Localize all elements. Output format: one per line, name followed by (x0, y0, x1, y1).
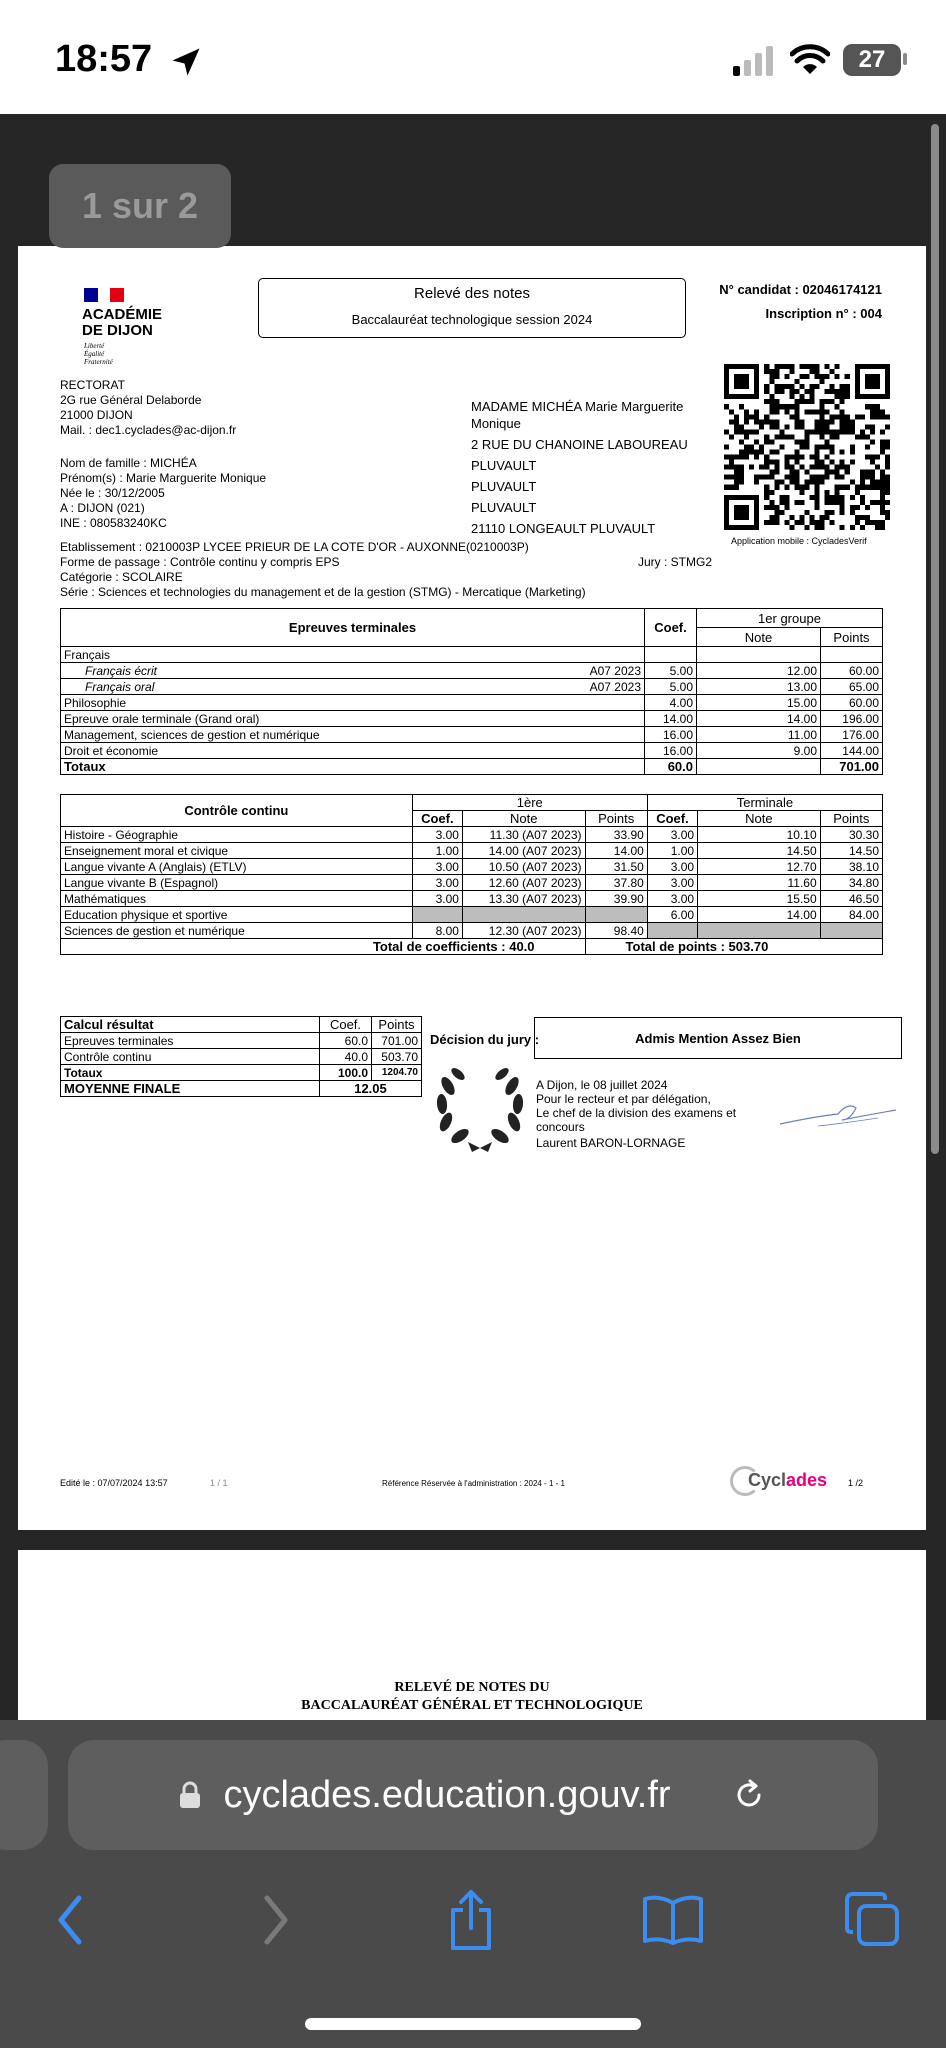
continuous-row: Langue vivante B (Espagnol) 3.00 12.60 (A07 2023) 37.80 3.00 11.60 34.80 (61, 875, 883, 891)
chevron-right-icon (255, 1892, 295, 1948)
terminal-row: Philosophie 4.00 15.00 60.00 (61, 695, 883, 711)
sender-address: RECTORAT 2G rue Général Delaborde 21000 DIJON Mail. : dec1.cyclades@ac-dijon.fr (60, 378, 237, 437)
terminal-row: Epreuve orale terminale (Grand oral) 14.00 14.00 196.00 (61, 711, 883, 727)
home-indicator (305, 2018, 641, 2030)
cyclades-brand: Cyclades (748, 1470, 828, 1490)
footer-page: 1 /2 (848, 1478, 864, 1488)
bookmarks-button[interactable] (638, 1885, 708, 1955)
footer-reference: Référence Réservée à l'administration : 2024 - 1 - 1 (382, 1479, 565, 1488)
exam-info: Etablissement : 0210003P LYCEE PRIEUR DE LA COTE D'OR - AUXONNE(0210003P) Forme de passage : Contrôle continu y compris EPS Catégorie : SCOLAIRE Série : Sciences et technologies du management et de la gestion (STMG) - Mercatique (Marketing) (60, 540, 586, 599)
page2-title-line1: RELEVÉ DE NOTES DU (394, 1680, 550, 1695)
battery-level: 27 (858, 46, 886, 73)
inscription-number: Inscription n° : 004 (765, 306, 882, 321)
footer-edit-date: Edité le : 07/07/2024 13:57 (60, 1478, 168, 1488)
chevron-left-icon (51, 1892, 91, 1948)
terminal-exams-table: Epreuves terminales Coef. 1er groupe Note Points Français Français écrit A07 2023 5.00 12.00 60.00 Français oral A07 2023 5.00 13.00 65.00 Philosophie 4.00 15.00 60.00 Epreuve orale terminale (Grand oral) 14.00 14.00 196.00 Management, sciences de gestion et numérique 16.00 11.00 176.00 Droit et économie 16.00 9.00 144.00 Totaux 60.0 701.00 (60, 608, 883, 775)
url-text: cyclades.education.gouv.fr (223, 1773, 671, 1816)
document-page-2 (18, 1550, 926, 1720)
terminal-row: Français oral A07 2023 5.00 13.00 65.00 (61, 679, 883, 695)
battery-tip (903, 53, 907, 65)
continuous-row: Education physique et sportive 6.00 14.00 84.00 (61, 907, 883, 923)
jury-decision-label: Décision du jury : (430, 1032, 540, 1047)
recipient-address: MADAME MICHÉA Marie Marguerite Monique 2 RUE DU CHANOINE LABOUREAU PLUVAULT PLUVAULT PLUVAULT 21110 LONGEAULT PLUVAULT (471, 399, 688, 536)
status-time: 18:57 (55, 38, 153, 80)
previous-tab-bar[interactable] (0, 1740, 48, 1850)
handwritten-signature (778, 1094, 898, 1134)
signal-icon (733, 46, 775, 76)
scrollbar[interactable] (931, 124, 939, 1154)
continuous-row: Langue vivante A (Anglais) (ETLV) 3.00 10.50 (A07 2023) 31.50 3.00 12.70 38.10 (61, 859, 883, 875)
location-arrow-icon (168, 44, 204, 80)
back-button[interactable] (36, 1885, 106, 1955)
result-table: Calcul résultat Coef. Points Epreuves terminales 60.0 701.00 Contrôle continu 40.0 503.70 Totaux 100.0 1204.70 MOYENNE FINALE 12.05 (60, 1016, 422, 1097)
candidate-number: N° candidat : 02046174121 (719, 282, 882, 297)
terminal-row: Droit et économie 16.00 9.00 144.00 (61, 743, 883, 759)
terminal-row: Français (61, 647, 883, 663)
tabs-button[interactable] (838, 1885, 908, 1955)
candidate-identity: Nom de famille : MICHÉA Prénom(s) : Marie Marguerite Monique Née le : 30/12/2005 A : DIJON (021) INE : 080583240KC (60, 456, 267, 530)
terminal-row: Management, sciences de gestion et numérique 16.00 11.00 176.00 (61, 727, 883, 743)
continuous-row: Sciences de gestion et numérique 8.00 12.30 (A07 2023) 98.40 (61, 923, 883, 939)
footer-fraction: 1 / 1 (210, 1478, 228, 1488)
title-box (258, 278, 686, 338)
status-bar (0, 0, 946, 114)
share-button[interactable] (436, 1885, 506, 1955)
terminal-row: Français écrit A07 2023 5.00 12.00 60.00 (61, 663, 883, 679)
browser-toolbar (0, 1720, 946, 2048)
laurel-seal-icon (430, 1056, 530, 1156)
academy-logo-line2: DE DIJON (82, 322, 153, 339)
academy-logo-line1: ACADÉMIE (82, 306, 163, 323)
continuous-row: Histoire - Géographie 3.00 11.30 (A07 2023) 33.90 3.00 10.10 30.30 (61, 827, 883, 843)
continuous-assessment-table: Contrôle continu 1ère Terminale Coef. Note Points Coef. Note Points Histoire - Géographie 3.00 11.30 (A07 2023) 33.90 3.00 10.10 30.30 Enseignement moral et civique 1.00 14.00 (A07 2023) 14.00 1.00 14.50 14.50 Langue vivante A (Anglais) (ETLV) 3.00 10.50 (A07 2023) 31.50 3.00 12.70 38.10 Langue vivante B (Espagnol) 3.00 12.60 (A07 2023) 37.80 3.00 11.60 34.80 Mathématiques 3.00 13.30 (A07 2023) 39.90 3.00 15.50 46.50 Education physique et sportive 6.00 14.00 84.00 Sciences de gestion et numérique 8.00 12.30 (A07 2023) 98.40 Total de coefficients : 40.0 Total de points : 503.70 (60, 794, 883, 955)
document-page-1 (18, 246, 926, 1530)
page-counter: 1 sur 2 (49, 164, 231, 248)
share-icon (443, 1888, 499, 1952)
lock-icon (179, 1781, 201, 1809)
doc-subtitle: Baccalauréat technologique session 2024 (351, 312, 593, 327)
signature-block: A Dijon, le 08 juillet 2024 Pour le recteur et par délégation, Le chef de la division des examens et concours Laurent BARON-LORNAGE (536, 1078, 737, 1150)
book-icon (641, 1893, 705, 1947)
battery-indicator (843, 44, 901, 76)
marianne-flag-icon (84, 288, 124, 302)
reload-icon[interactable] (731, 1777, 767, 1813)
tabs-icon (843, 1890, 903, 1950)
motto: Liberté Égalité Fraternité (84, 342, 113, 366)
jury-decision: Admis Mention Assez Bien (534, 1017, 902, 1059)
address-bar[interactable] (68, 1740, 878, 1850)
wifi-icon (790, 44, 830, 76)
page2-title-line2: BACCALAURÉAT GÉNÉRAL ET TECHNOLOGIQUE (301, 1698, 643, 1713)
doc-title: Relevé des notes (414, 285, 530, 302)
continuous-row: Mathématiques 3.00 13.30 (A07 2023) 39.90 3.00 15.50 46.50 (61, 891, 883, 907)
qr-caption: Application mobile : CycladesVerif (731, 536, 867, 546)
qr-code (724, 364, 890, 530)
forward-button[interactable] (240, 1885, 310, 1955)
continuous-row: Enseignement moral et civique 1.00 14.00 (A07 2023) 14.00 1.00 14.50 14.50 (61, 843, 883, 859)
jury-code: Jury : STMG2 (638, 555, 713, 569)
pdf-viewer[interactable] (0, 114, 946, 1720)
